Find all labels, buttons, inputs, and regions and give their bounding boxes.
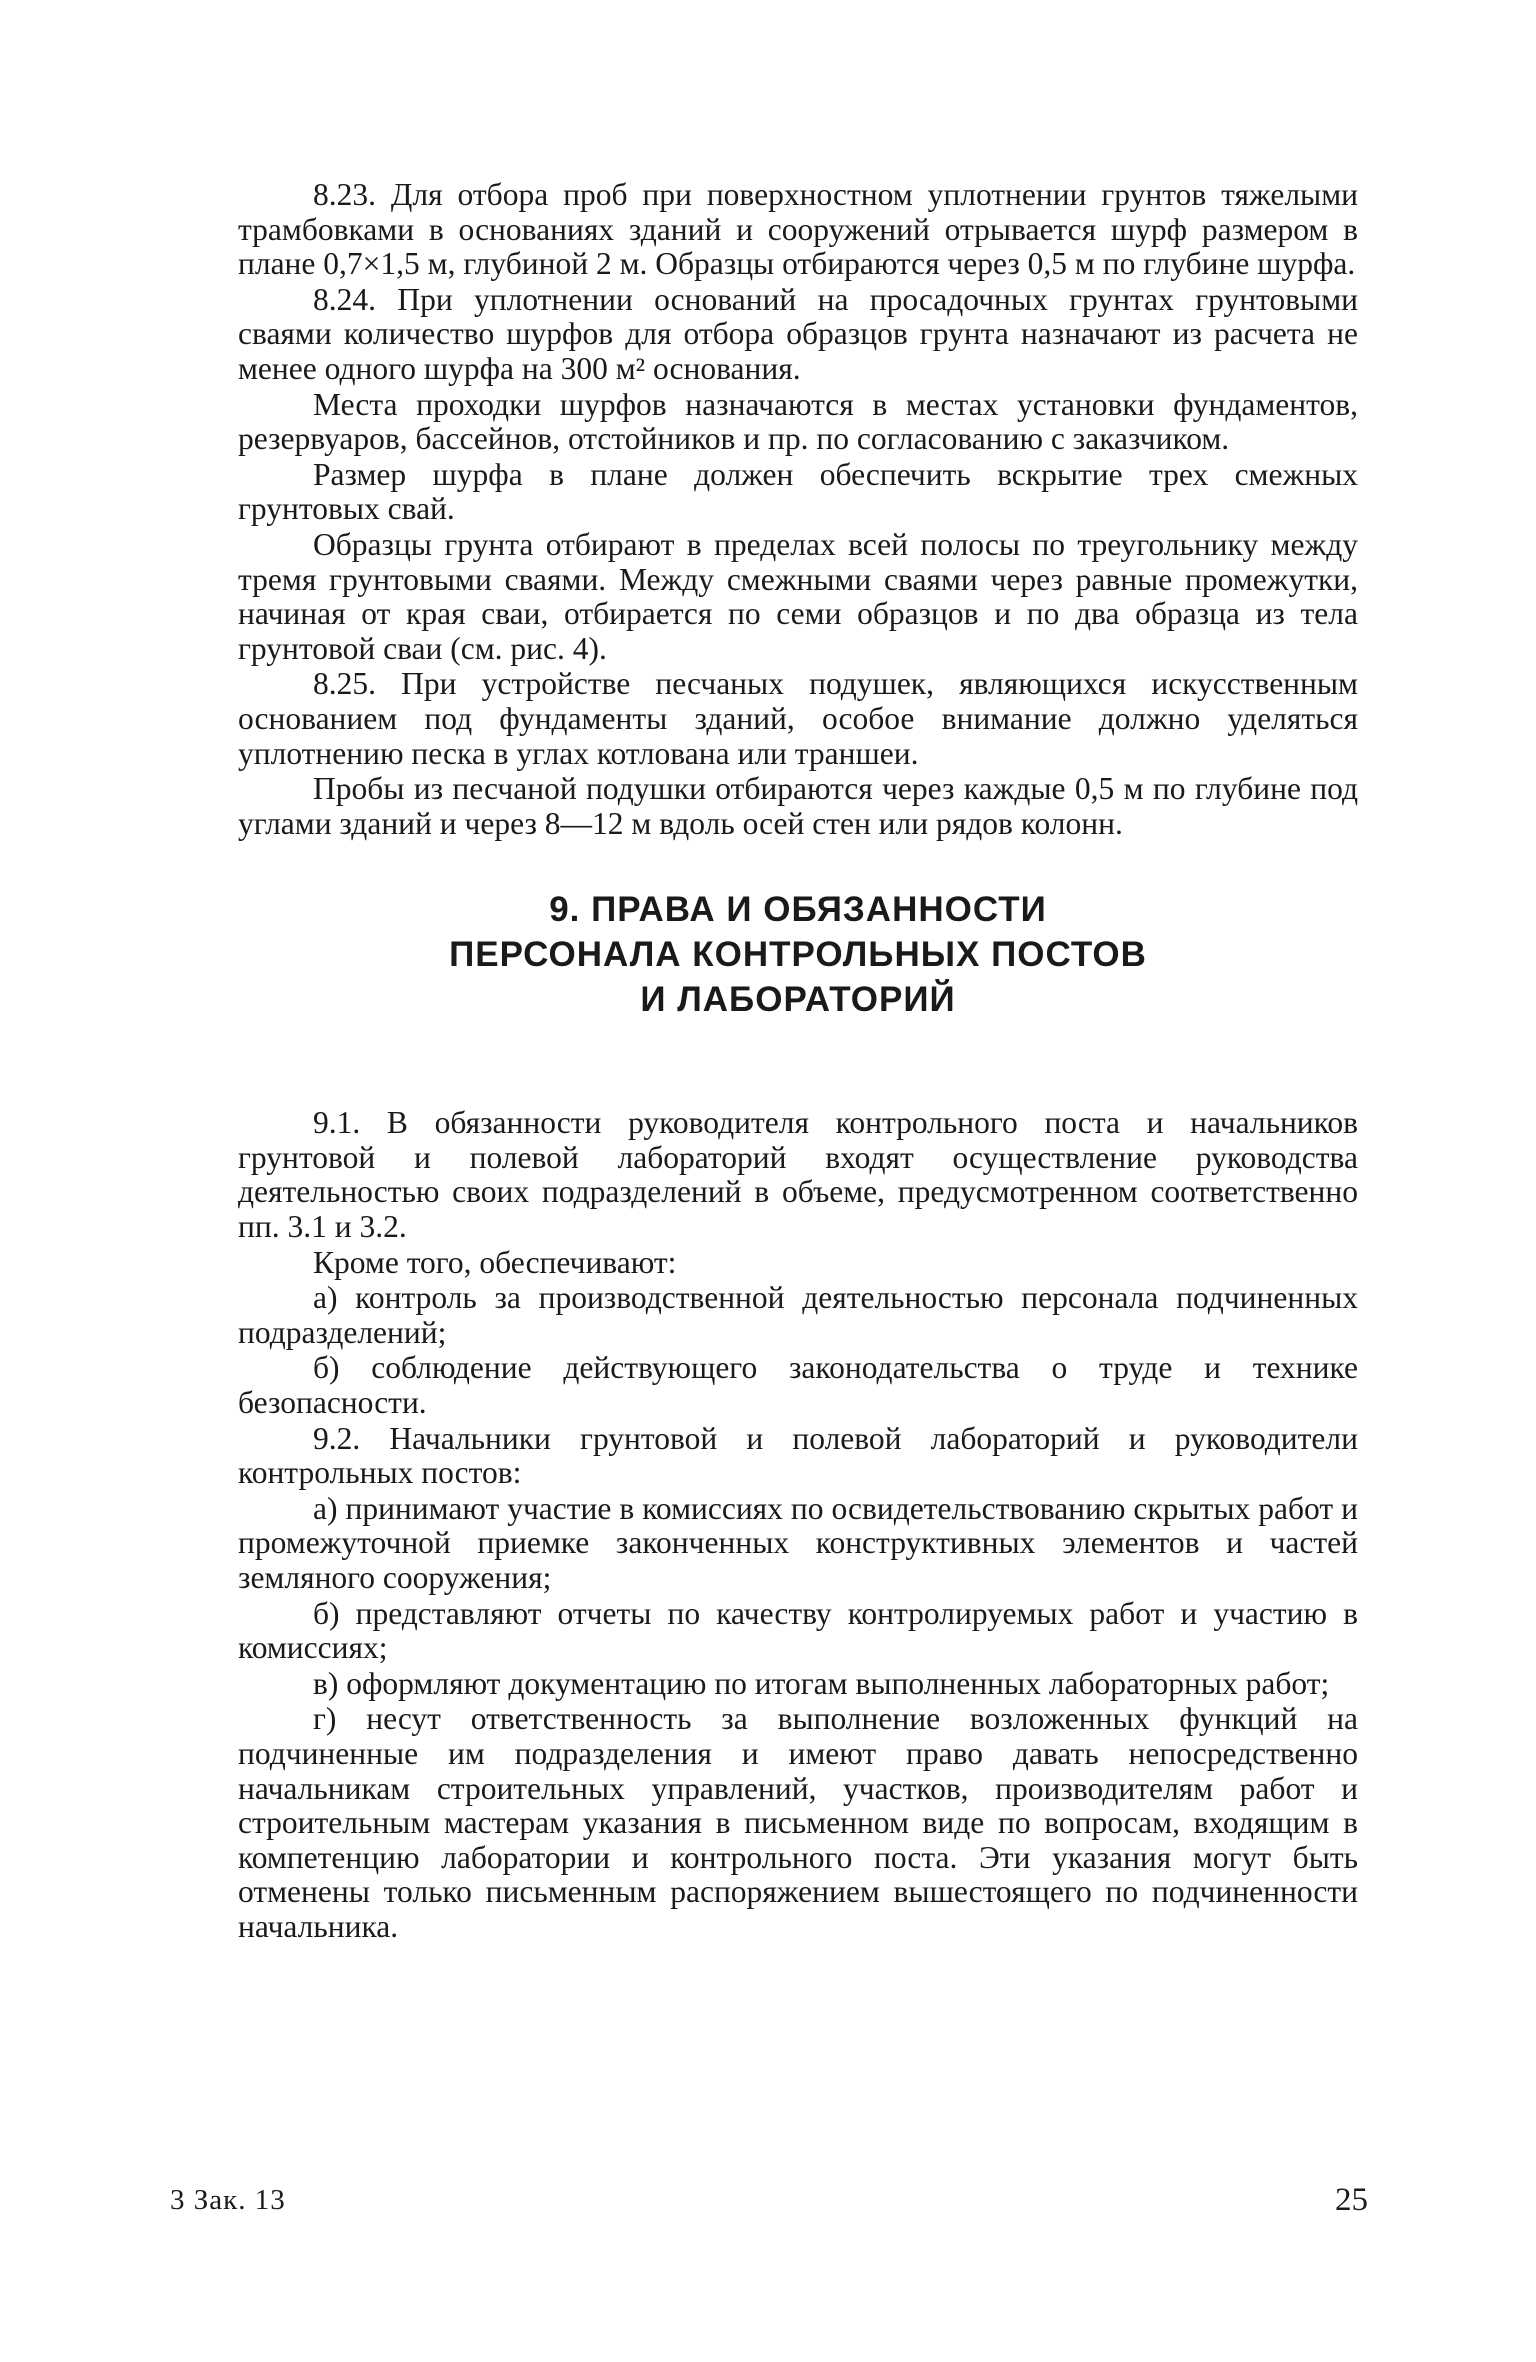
paragraph-8-25: 8.25. При устройстве песчаных подушек, являющихся искусственным основанием под фундаменты зданий, особое внимание должно уделяться уплотнению песка в углах котлована или траншеи. — [238, 666, 1358, 771]
paragraph-soil-samples: Образцы грунта отбирают в пределах всей полосы по треугольнику между тремя грунтовыми сваями. Между смежными сваями через равные промежутки, начиная от края сваи, отбирается по семи образцов и по два образца из тела грунтовой сваи (см. рис. 4). — [238, 526, 1358, 666]
paragraph-pit-locations: Места проходки шурфов назначаются в местах установки фундаментов, резервуаров, бассейнов, отстойников и пр. по согласованию с заказчиком. — [238, 386, 1358, 457]
list-item-b-reports: б) представляют отчеты по качеству контролируемых работ и участию в комиссиях; — [238, 1595, 1358, 1666]
section-heading-line-2: ПЕРСОНАЛА КОНТРОЛЬНЫХ ПОСТОВ — [449, 935, 1147, 975]
section-heading — [238, 887, 1358, 1022]
print-signature: 3 Зак. 13 — [170, 2184, 286, 2216]
paragraph-additionally: Кроме того, обеспечивают: — [313, 1244, 677, 1280]
list-item-g-responsibility: г) несут ответственность за выполнение возложенных функций на подчиненные им подразделения и имеют право давать непосредственно начальникам строительных управлений, участков, производителям работ и строительным мастерам указания в письменном виде по вопросам, входящим в компетенцию лаборатории и контрольного поста. Эти указания могут быть отменены только письменным распоряжением вышестоящего по подчиненности начальника. — [238, 1701, 1358, 1944]
section-heading-line-3: И ЛАБОРАТОРИЙ — [640, 980, 956, 1020]
paragraph-8-24: 8.24. При уплотнении оснований на просадочных грунтах грунтовыми сваями количество шурфов для отбора образцов грунта назначают из расчета не менее одного шурфа на 300 м² основания. — [238, 281, 1358, 386]
page-number: 25 — [1335, 2182, 1368, 2218]
paragraph-sand-samples: Пробы из песчаной подушки отбираются через каждые 0,5 м по глубине под углами зданий и через 8—12 м вдоль осей стен или рядов колонн. — [238, 771, 1358, 841]
list-item-b-compliance: б) соблюдение действующего законодательства о труде и технике безопасности. — [238, 1350, 1358, 1421]
list-item-a-participate: а) принимают участие в комиссиях по освидетельствованию скрытых работ и промежуточной приемке законченных конструктивных элементов и частей земляного сооружения; — [238, 1490, 1358, 1595]
paragraph-pit-size: Размер шурфа в плане должен обеспечить вскрытие трех смежных грунтовых свай. — [238, 456, 1358, 527]
list-item-a-control: а) контроль за производственной деятельностью персонала подчиненных подразделений; — [238, 1280, 1358, 1350]
section-heading-line-1: 9. ПРАВА И ОБЯЗАННОСТИ — [549, 890, 1047, 930]
paragraph-9-1: 9.1. В обязанности руководителя контрольного поста и начальников грунтовой и полевой лабораторий входят осуществление руководства деятельностью своих подразделений в объеме, предусмотренном соответственно пп. 3.1 и 3.2. — [238, 1105, 1358, 1245]
paragraph-8-23: 8.23. Для отбора проб при поверхностном уплотнении грунтов тяжелыми трамбовками в основаниях зданий и сооружений отрывается шурф размером в плане 0,7×1,5 м, глубиной 2 м. Образцы отбираются через 0,5 м по глубине шурфа. — [238, 177, 1358, 282]
page-footer — [170, 2178, 1368, 2222]
list-item-v-documentation: в) оформляют документацию по итогам выполненных лабораторных работ; — [313, 1665, 1330, 1701]
document-page — [238, 178, 1358, 2258]
paragraph-9-2: 9.2. Начальники грунтовой и полевой лабораторий и руководители контрольных постов: — [238, 1420, 1358, 1491]
